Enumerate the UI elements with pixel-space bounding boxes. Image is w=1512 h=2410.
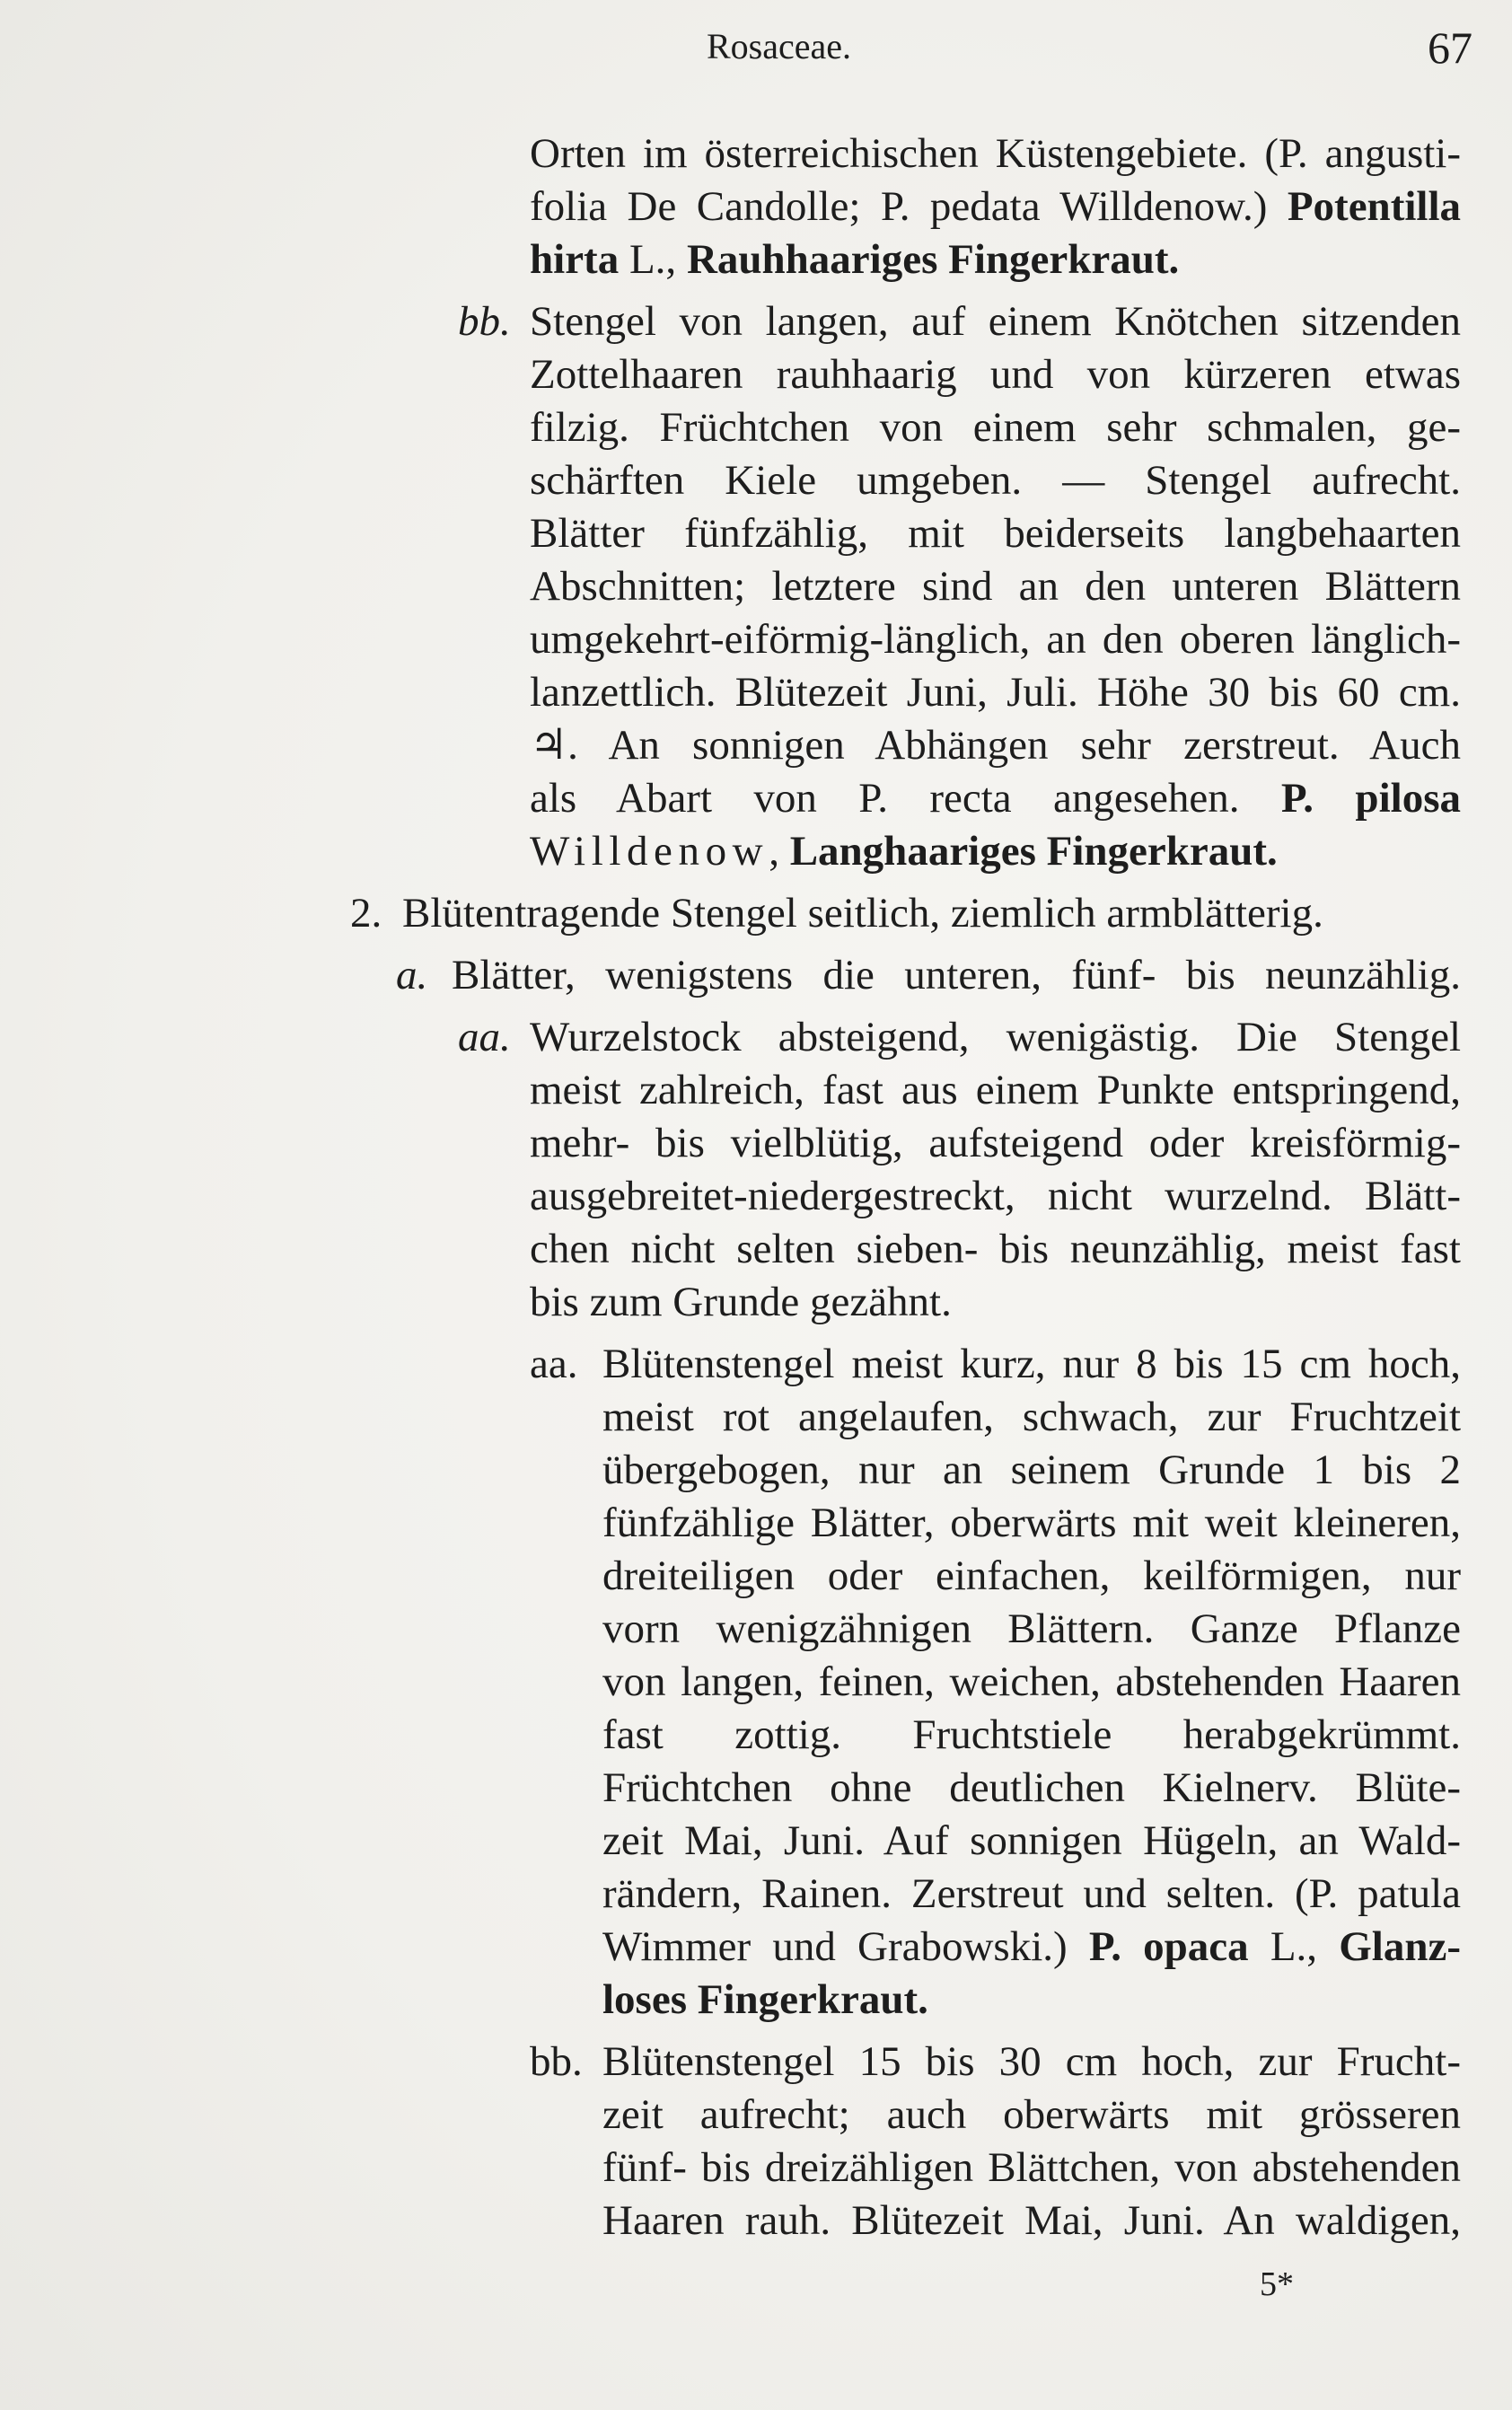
text-run: dreiteiligen oder einfachen, keilförmigen, nur <box>602 1552 1461 1599</box>
text-run: umgekehrt-eiförmig-länglich, an den oberen länglich- <box>530 616 1461 663</box>
text-line <box>530 560 1461 613</box>
text-line <box>530 825 1461 878</box>
text-run: , <box>769 828 779 875</box>
text-run: fünfzählige Blätter, oberwärts mit weit kleineren, <box>602 1500 1461 1546</box>
text-line <box>602 1921 1461 1974</box>
text-line <box>530 401 1461 454</box>
text-line <box>602 2089 1461 2142</box>
text-line <box>530 180 1461 233</box>
text-line <box>530 772 1461 825</box>
text-line <box>530 507 1461 560</box>
text-run: fast zottig. Fruchtstiele herabgekrümmt. <box>602 1711 1461 1758</box>
text-line <box>602 1656 1461 1709</box>
text-line <box>530 2036 1461 2089</box>
common-name: loses Fingerkraut. <box>602 1976 928 2023</box>
text-line <box>530 1276 1461 1329</box>
text-line <box>602 1974 1461 2027</box>
item-label: bb. <box>458 298 511 345</box>
running-header: Rosaceae. <box>707 26 852 66</box>
text-line <box>530 348 1461 401</box>
text-line <box>530 1170 1461 1223</box>
text-line <box>602 2142 1461 2195</box>
text-line <box>602 1497 1461 1550</box>
text-run: ausgebreitet-niedergestreckt, nicht wurzelnd. Blätt- <box>530 1173 1461 1219</box>
item-label: aa. <box>530 1341 578 1387</box>
text-run: Blütentragende Stengel seitlich, ziemlich armblätterig. <box>402 890 1323 937</box>
text-line <box>530 454 1461 507</box>
text-line <box>602 1444 1461 1497</box>
printer-signature: 5* <box>1260 2265 1294 2303</box>
text-run: Blütenstengel meist kurz, nur 8 bis 15 cm hoch, <box>602 1341 1461 1387</box>
text-line <box>530 1338 1461 1391</box>
text-line <box>602 1550 1461 1603</box>
text-run: folia De Candolle; P. pedata Willdenow.) <box>530 183 1268 230</box>
text-run: Wurzelstock absteigend, wenigästig. Die Stengel <box>530 1014 1461 1060</box>
item-label: a. <box>396 952 428 998</box>
text-line <box>602 1868 1461 1921</box>
text-line <box>530 233 1461 286</box>
text-run: Blütenstengel 15 bis 30 cm hoch, zur Frucht- <box>602 2038 1461 2085</box>
text-line <box>530 1223 1461 1276</box>
text-line <box>530 1117 1461 1170</box>
taxon-name: P. opaca <box>1088 1923 1249 1970</box>
text-run: Abschnitten; letztere sind an den unteren Blättern <box>530 563 1461 610</box>
text-run: Zottelhaaren rauhhaarig und von kürzeren etwas <box>530 351 1461 398</box>
text-run: meist rot angelaufen, schwach, zur Fruchtzeit <box>602 1394 1461 1440</box>
item-label: 2. <box>350 890 382 937</box>
text-line <box>602 1603 1461 1656</box>
text-run: übergebogen, nur an seinem Grunde 1 bis 2 <box>602 1447 1461 1493</box>
text-run: filzig. Früchtchen von einem sehr schmalen, ge- <box>530 404 1461 451</box>
common-name: Langhaariges Fingerkraut. <box>789 828 1278 875</box>
text-run: zeit aufrecht; auch oberwärts mit grösseren <box>602 2091 1461 2138</box>
text-run: mehr- bis vielblütig, aufsteigend oder kreisförmig- <box>530 1120 1461 1166</box>
text-run: L., <box>1270 1923 1318 1970</box>
text-run: schärften Kiele umgeben. — Stengel aufrecht. <box>530 457 1461 504</box>
text-run: L., <box>629 236 677 283</box>
common-name: Rauhhaariges Fingerkraut. <box>686 236 1180 283</box>
text-run: vorn wenigzähnigen Blättern. Ganze Pflanze <box>602 1605 1461 1652</box>
text-run: meist zahlreich, fast aus einem Punkte entspringend, <box>530 1067 1461 1113</box>
text-run: bis zum Grunde gezähnt. <box>530 1279 952 1325</box>
common-name: Glanz- <box>1339 1923 1461 1970</box>
text-line <box>530 128 1461 180</box>
text-run: Haaren rauh. Blütezeit Mai, Juni. An waldigen, <box>602 2197 1461 2244</box>
taxon-name: Potentilla <box>1287 183 1462 230</box>
text-line <box>530 719 1461 772</box>
text-line <box>530 1064 1461 1117</box>
text-run: ♃. An sonnigen Abhängen sehr zerstreut. Auch <box>530 722 1461 769</box>
taxon-name: P. pilosa <box>1280 775 1461 822</box>
text-run: Blätter fünfzählig, mit beiderseits langbehaarten <box>530 510 1461 557</box>
text-run: als Abart von P. recta angesehen. <box>530 775 1240 822</box>
text-run: Orten im österreichischen Küstengebiete. (P. angusti- <box>530 130 1461 177</box>
text-line <box>530 613 1461 666</box>
text-line <box>602 1815 1461 1868</box>
page-number: 67 <box>1428 22 1472 73</box>
text-line <box>602 2195 1461 2247</box>
text-line <box>458 295 1461 348</box>
text-run: fünf- bis dreizähligen Blättchen, von abstehenden <box>602 2144 1461 2191</box>
text-run: Wimmer und Grabowski.) <box>602 1923 1068 1970</box>
text-run: chen nicht selten sieben- bis neunzählig, meist fast <box>530 1226 1461 1272</box>
text-run: Blätter, wenigstens die unteren, fünf- bis neunzählig. <box>452 952 1461 998</box>
text-line <box>530 666 1461 719</box>
item-label: aa. <box>458 1014 511 1060</box>
text-run: von langen, feinen, weichen, abstehenden Haaren <box>602 1658 1461 1705</box>
taxon-name: hirta <box>530 236 620 283</box>
text-run: rändern, Rainen. Zerstreut und selten. (P. patula <box>602 1870 1461 1917</box>
text-line <box>396 949 1461 1002</box>
author-name: Willdenow <box>530 828 769 875</box>
text-line <box>602 1762 1461 1815</box>
text-line <box>350 887 1461 940</box>
text-line <box>602 1709 1461 1762</box>
text-run: Früchtchen ohne deutlichen Kielnerv. Blüte- <box>602 1764 1461 1811</box>
text-line <box>458 1011 1461 1064</box>
text-run: zeit Mai, Juni. Auf sonnigen Hügeln, an Wald- <box>602 1817 1461 1864</box>
item-label: bb. <box>530 2038 583 2085</box>
text-run: Stengel von langen, auf einem Knötchen sitzenden <box>530 298 1461 345</box>
text-run: lanzettlich. Blütezeit Juni, Juli. Höhe 30 bis 60 cm. <box>530 669 1461 716</box>
text-line <box>602 1391 1461 1444</box>
text-block <box>0 128 1512 2247</box>
